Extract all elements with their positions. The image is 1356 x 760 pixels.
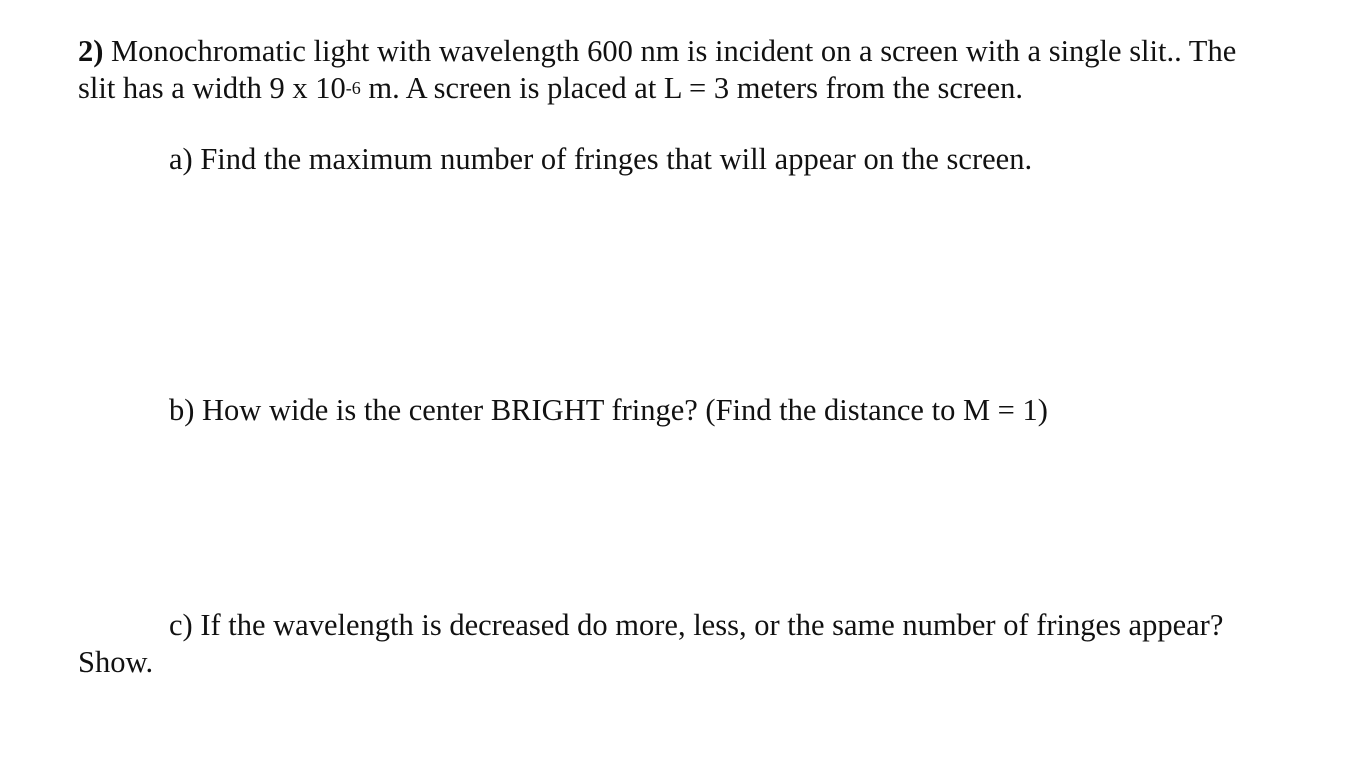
question-part-c: c) If the wavelength is decreased do more, less, or the same number of fringes appear? bbox=[169, 608, 1224, 642]
problem-text-part2: m. A screen is placed at L = 3 meters from the screen. bbox=[360, 71, 1023, 105]
problem-statement bbox=[78, 33, 1278, 107]
problem-text-part1: Monochromatic light with wavelength 600 nm is incident on a screen with a single slit.. The slit has a width 9 x 10 bbox=[78, 34, 1237, 105]
question-part-b: b) How wide is the center BRIGHT fringe? (Find the distance to M = 1) bbox=[169, 393, 1048, 427]
problem-exponent: -6 bbox=[345, 78, 361, 98]
problem-number: 2) bbox=[78, 34, 104, 68]
question-part-a: a) Find the maximum number of fringes that will appear on the screen. bbox=[169, 142, 1033, 176]
question-part-c-continuation: Show. bbox=[78, 645, 154, 679]
